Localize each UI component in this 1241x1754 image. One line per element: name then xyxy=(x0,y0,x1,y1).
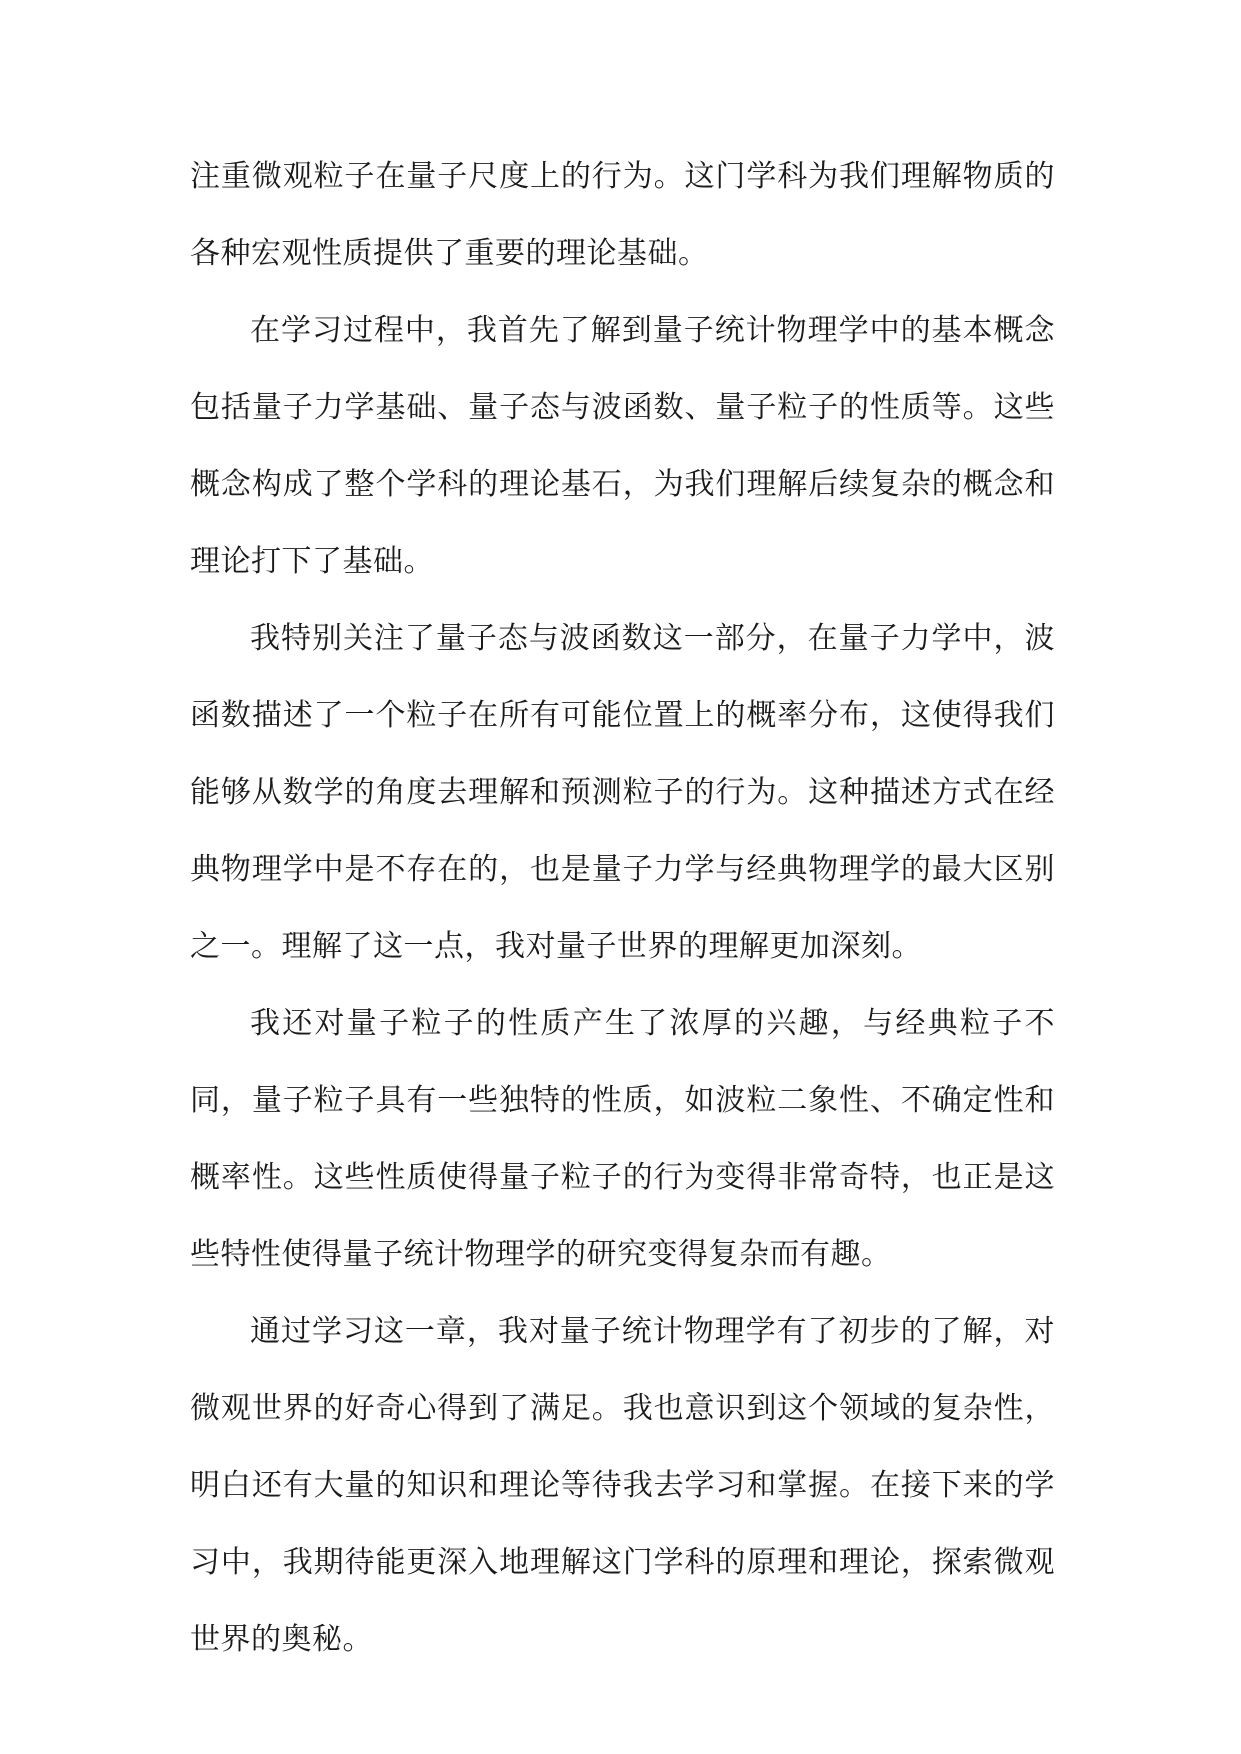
paragraph-2: 在学习过程中，我首先了解到量子统计物理学中的基本概念包括量子力学基础、量子态与波函数、量子粒子的性质等。这些概念构成了整个学科的理论基石，为我们理解后续复杂的概念和理论打下了基础。 xyxy=(190,313,1055,579)
paragraph-1: 注重微观粒子在量子尺度上的行为。这门学科为我们理解物质的各种宏观性质提供了重要的理论基础。 xyxy=(190,159,1055,271)
paragraph-5: 通过学习这一章，我对量子统计物理学有了初步的了解，对微观世界的好奇心得到了满足。我也意识到这个领域的复杂性，明白还有大量的知识和理论等待我去学习和掌握。在接下来的学习中，我期待能更深入地理解这门学科的原理和理论，探索微观世界的奥秘。 xyxy=(190,1314,1055,1657)
paragraph-3: 我特别关注了量子态与波函数这一部分，在量子力学中，波函数描述了一个粒子在所有可能位置上的概率分布，这使得我们能够从数学的角度去理解和预测粒子的行为。这种描述方式在经典物理学中是不存在的，也是量子力学与经典物理学的最大区别之一。理解了这一点，我对量子世界的理解更加深刻。 xyxy=(190,621,1055,964)
document-body xyxy=(190,138,1055,1678)
paragraph-4: 我还对量子粒子的性质产生了浓厚的兴趣，与经典粒子不同，量子粒子具有一些独特的性质，如波粒二象性、不确定性和概率性。这些性质使得量子粒子的行为变得非常奇特，也正是这些特性使得量子统计物理学的研究变得复杂而有趣。 xyxy=(190,1006,1055,1272)
